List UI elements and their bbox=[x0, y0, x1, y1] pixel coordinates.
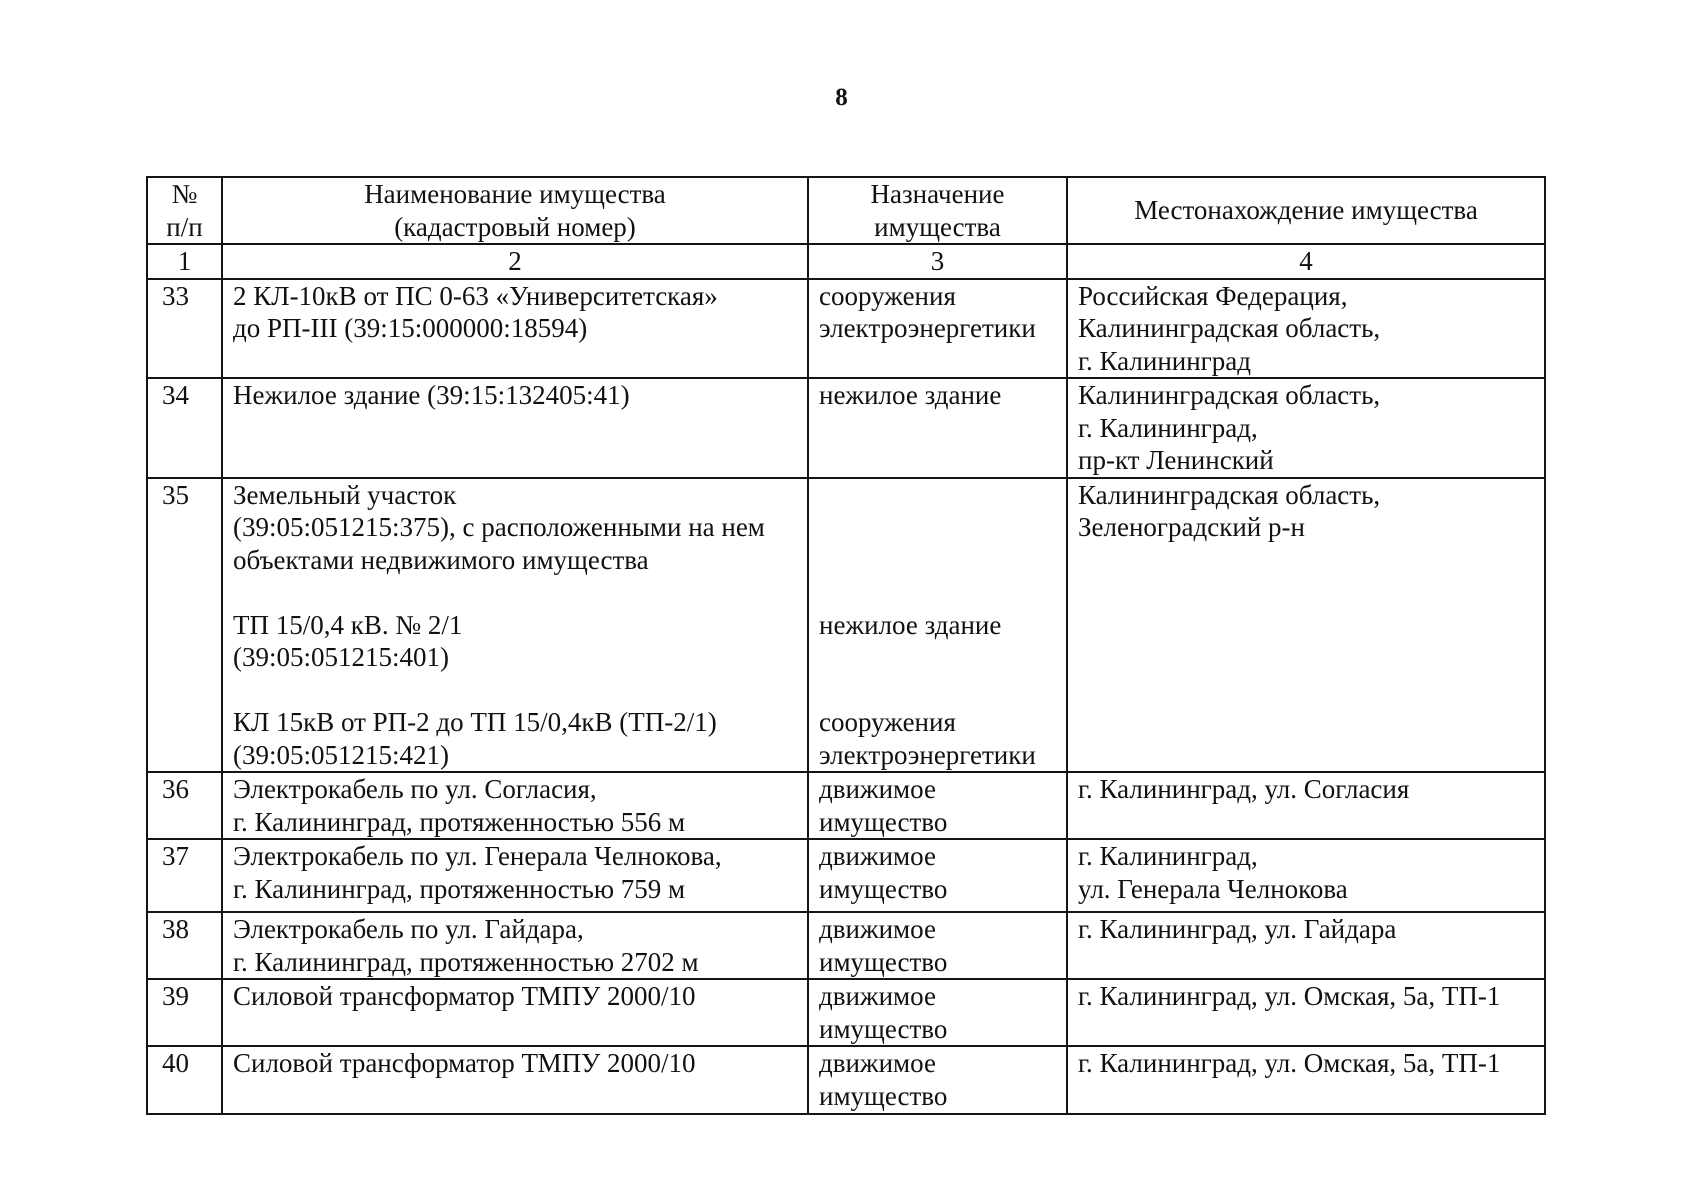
table-row bbox=[147, 912, 1545, 979]
property-purpose: движимое имущество bbox=[808, 979, 1067, 1046]
column-number-row bbox=[147, 244, 1545, 279]
table-row bbox=[147, 1046, 1545, 1114]
header-row bbox=[147, 177, 1545, 244]
property-location: Калининградская область, Зеленоградский р-н bbox=[1067, 478, 1545, 773]
property-location: Российская Федерация, Калининградская область, г. Калининград bbox=[1067, 279, 1545, 379]
property-location: г. Калининград, ул. Генерала Челнокова bbox=[1067, 839, 1545, 912]
property-purpose: движимое имущество bbox=[808, 772, 1067, 839]
row-number: 40 bbox=[147, 1046, 222, 1114]
row-number: 33 bbox=[147, 279, 222, 379]
property-name: Земельный участок (39:05:051215:375), с расположенными на нем объектами недвижимого имущества ТП 15/0,4 кВ. № 2/1 (39:05:051215:401) КЛ 15кВ от РП-2 до ТП 15/0,4кВ (ТП-2/1) (39:05:051215:421) bbox=[222, 478, 808, 773]
property-location: г. Калининград, ул. Гайдара bbox=[1067, 912, 1545, 979]
table-row bbox=[147, 839, 1545, 912]
header-purpose: Назначение имущества bbox=[808, 177, 1067, 244]
column-number: 2 bbox=[222, 244, 808, 279]
property-purpose: движимое имущество bbox=[808, 839, 1067, 912]
property-purpose: сооружения электроэнергетики bbox=[808, 279, 1067, 379]
column-number: 3 bbox=[808, 244, 1067, 279]
property-location: Калининградская область, г. Калининград, пр-кт Ленинский bbox=[1067, 378, 1545, 478]
row-number: 34 bbox=[147, 378, 222, 478]
row-number: 37 bbox=[147, 839, 222, 912]
property-purpose: нежилое здание bbox=[808, 378, 1067, 478]
property-purpose: движимое имущество bbox=[808, 912, 1067, 979]
table-row bbox=[147, 772, 1545, 839]
table-row bbox=[147, 378, 1545, 478]
property-name: Силовой трансформатор ТМПУ 2000/10 bbox=[222, 979, 808, 1046]
page-number: 8 bbox=[835, 84, 848, 111]
property-name: Электрокабель по ул. Согласия, г. Калининград, протяженностью 556 м bbox=[222, 772, 808, 839]
property-location: г. Калининград, ул. Согласия bbox=[1067, 772, 1545, 839]
header-name: Наименование имущества (кадастровый номер) bbox=[222, 177, 808, 244]
property-name: Электрокабель по ул. Гайдара, г. Калининград, протяженностью 2702 м bbox=[222, 912, 808, 979]
row-number: 38 bbox=[147, 912, 222, 979]
table-row bbox=[147, 979, 1545, 1046]
header-num: № п/п bbox=[147, 177, 222, 244]
property-name: Силовой трансформатор ТМПУ 2000/10 bbox=[222, 1046, 808, 1114]
row-number: 39 bbox=[147, 979, 222, 1046]
property-location: г. Калининград, ул. Омская, 5а, ТП-1 bbox=[1067, 979, 1545, 1046]
property-purpose: нежилое здание сооружения электроэнергетики bbox=[808, 478, 1067, 773]
row-number: 35 bbox=[147, 478, 222, 773]
property-name: Нежилое здание (39:15:132405:41) bbox=[222, 378, 808, 478]
property-name: 2 КЛ-10кВ от ПС 0-63 «Университетская» до РП-III (39:15:000000:18594) bbox=[222, 279, 808, 379]
property-name: Электрокабель по ул. Генерала Челнокова, г. Калининград, протяженностью 759 м bbox=[222, 839, 808, 912]
column-number: 4 bbox=[1067, 244, 1545, 279]
property-location: г. Калининград, ул. Омская, 5а, ТП-1 bbox=[1067, 1046, 1545, 1114]
table-row bbox=[147, 279, 1545, 379]
header-location: Местонахождение имущества bbox=[1067, 177, 1545, 244]
row-number: 36 bbox=[147, 772, 222, 839]
column-number: 1 bbox=[147, 244, 222, 279]
property-purpose: движимое имущество bbox=[808, 1046, 1067, 1114]
table-row bbox=[147, 478, 1545, 773]
property-table bbox=[146, 176, 1546, 1115]
